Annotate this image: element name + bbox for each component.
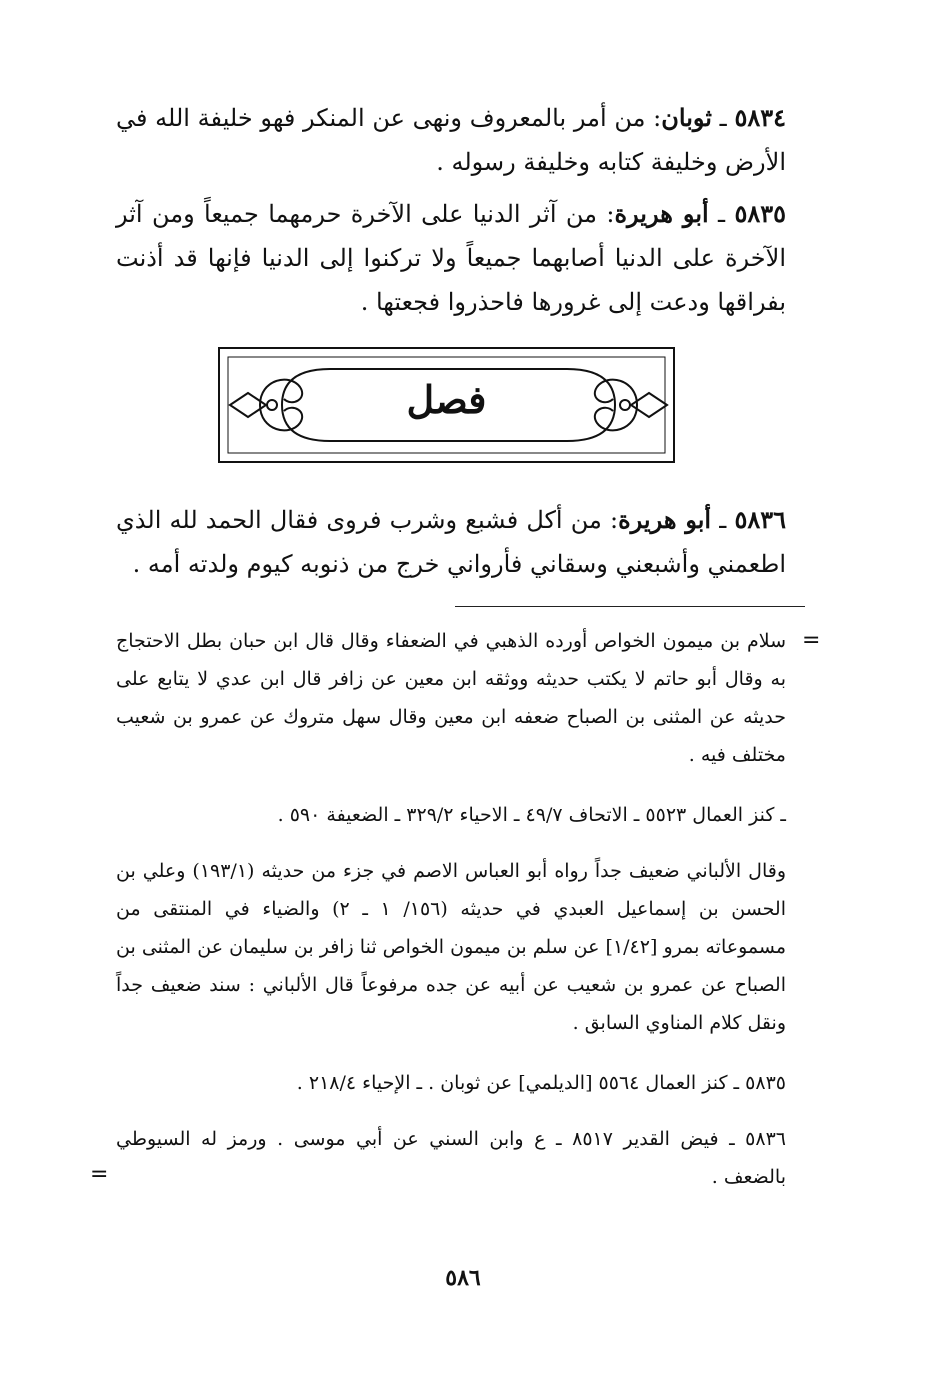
entry-narrator: أبو هريرة bbox=[618, 505, 712, 534]
entry-narrator: ثوبان bbox=[661, 103, 712, 132]
entry-text: من آثر الدنيا على الآخرة حرمهما جميعاً ومن آثر الآخرة على الدنيا أصابهما جميعاً ولا تركنوا إلى الدنيا فإنها قد أذنت بفراقها ودعت إلى غرورها فاحذروا فجعتها . bbox=[116, 200, 786, 316]
footnote-5836: ٥٨٣٦ ـ فيض القدير ٨٥١٧ ـ ع وابن السني عن أبي موسى . ورمز له السيوطي بالضعف . bbox=[116, 1128, 786, 1188]
continuation-mark: = bbox=[802, 628, 821, 653]
trailing-continuation-mark: = bbox=[90, 1162, 109, 1187]
entry-number: ٥٨٣٦ bbox=[734, 505, 787, 534]
footnote-albani-note: وقال الألباني ضعيف جداً رواه أبو العباس الاصم في جزء من حديثه (١٩٣/١) وعلي بن الحسن بن إسماعيل العبدي في حديثه (١٥٦/ ١ ـ ٢) والضياء في المنتقى من مسموعاته بمرو [١/٤٢] عن سلم بن ميمون الخواص ثنا زافر بن سليمان عن المثنى بن الصباح عن عمرو بن شعيب عن أبيه عن جده مرفوعاً قال الألباني : سند ضعيف جداً ونقل كلام المناوي السابق . bbox=[116, 860, 787, 1034]
footnote-5835: ٥٨٣٥ ـ كنز العمال ٥٥٦٤ [الديلمي] عن ثوبان . ـ الإحياء ٢١٨/٤ . bbox=[296, 1072, 786, 1094]
page-number: ٥٨٦ bbox=[445, 1265, 481, 1291]
entry-number: ٥٨٣٥ bbox=[734, 199, 786, 228]
section-heading: فصل bbox=[406, 377, 487, 422]
entry-narrator: أبو هريرة bbox=[614, 199, 709, 228]
entry-text: من أكل فشبع وشرب فروى فقال الحمد لله الذي اطعمني وأشبعني وسقاني فأرواني خرج من ذنوبه كيوم ولدته أمه . bbox=[116, 506, 786, 578]
footnote-references: ـ كنز العمال ٥٥٢٣ ـ الاتحاف ٤٩/٧ ـ الاحياء ٣٢٩/٢ ـ الضعيفة ٥٩٠ . bbox=[277, 804, 786, 826]
entry-number: ٥٨٣٤ bbox=[734, 103, 786, 132]
section-banner bbox=[218, 347, 675, 463]
hadith-entry-5835: ٥٨٣٥ ـ أبو هريرة: من آثر الدنيا على الآخرة حرمهما جميعاً ومن آثر الآخرة على الدنيا أصابهما جميعاً ولا تركنوا إلى الدنيا فإنها قد أذنت بفراقها ودعت إلى غرورها فاحذروا فجعتها . bbox=[116, 199, 786, 316]
footnote-divider bbox=[455, 606, 805, 607]
hadith-entry-5834: ٥٨٣٤ ـ ثوبان: من أمر بالمعروف ونهى عن المنكر فهو خليفة الله في الأرض وخليفة كتابه وخليفة رسوله . bbox=[116, 103, 786, 176]
hadith-entry-5836: ٥٨٣٦ ـ أبو هريرة: من أكل فشبع وشرب فروى فقال الحمد لله الذي اطعمني وأشبعني وسقاني فأرواني خرج من ذنوبه كيوم ولدته أمه . bbox=[116, 505, 787, 578]
entry-text: من أمر بالمعروف ونهى عن المنكر فهو خليفة الله في الأرض وخليفة كتابه وخليفة رسوله . bbox=[116, 104, 786, 176]
footnote-narrator-note: سلام بن ميمون الخواص أورده الذهبي في الضعفاء وقال قال ابن حبان بطل الاحتجاج به وقال أبو حاتم لا يكتب حديثه ووثقه ابن معين عن زافر قال ابن عدي لا يتابع على حديثه عن المثنى بن الصباح ضعفه ابن معين وقال سهل متروك عن عمرو بن شعيب مختلف فيه . bbox=[116, 630, 786, 766]
